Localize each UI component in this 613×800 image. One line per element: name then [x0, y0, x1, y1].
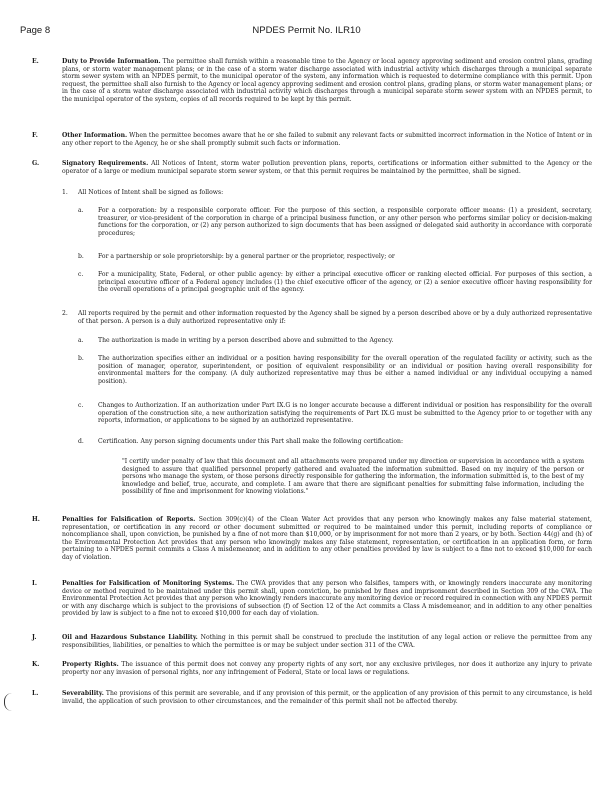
item-text: The authorization specifies either an individual or a position having responsibility for the overall operation of the regulated facility or activity, such as the position of manager, operator, superintendent, or position of equivalent responsibility or an individual or position having overall responsibility for environmental matters for the company. (A duly authorized representative may thus be either a named individual or any individual occupying a named position). — [98, 355, 592, 385]
section-j — [20, 634, 592, 649]
section-title: Penalties for Falsification of Reports. — [62, 516, 196, 523]
section-letter: J. — [32, 634, 37, 641]
section-text: When the permittee becomes aware that he or she failed to submit any relevant facts or submitted incorrect information in the Notice of Intent or in any other report to the Agency, he or she shall promptly submit such facts or information. — [62, 132, 592, 147]
certification-text: "I certify under penalty of law that this document and all attachments were prepared under my direction or supervision in accordance with a system designed to assure that qualified personnel properly gathered and evaluated the information submitted. Based on my inquiry of the person or persons who manage the system, or those persons directly responsible for gathering the information, the information submitted is, to the best of my knowledge and belief, true, accurate, and complete. I am aware that there are significant penalties for submitting false information, including the possibility of fine and imprisonment for knowing violations." — [122, 458, 584, 495]
signatory-1b — [20, 253, 592, 261]
item-letter: a. — [78, 207, 84, 214]
section-title: Penalties for Falsification of Monitoring Systems. — [62, 580, 235, 587]
section-i — [20, 580, 592, 618]
section-letter: L. — [32, 690, 39, 697]
signatory-2a — [20, 337, 592, 345]
item-letter: c. — [78, 271, 84, 278]
item-letter: a. — [78, 337, 84, 344]
section-h — [20, 516, 592, 561]
permit-title: NPDES Permit No. ILR10 — [252, 25, 361, 36]
section-title: Signatory Requirements. — [62, 160, 149, 167]
signatory-1a — [20, 207, 592, 237]
item-text: All reports required by the permit and other information requested by the Agency shall be signed by a person described above or by a duly authorized representative of that person. A person is a duly authorized representative only if: — [78, 310, 592, 325]
signatory-item-1 — [20, 189, 592, 197]
section-text: All Notices of Intent, storm water pollution prevention plans, reports, certifications or information either submitted to the Agency or the operator of a large or medium municipal separate storm sewer system, or that this permit requires be maintained by the permittee, shall be signed. — [62, 160, 593, 175]
section-title: Duty to Provide Information. — [62, 58, 161, 65]
item-text: Certification. Any person signing documents under this Part shall make the following certification: — [98, 438, 404, 445]
section-text: The issuance of this permit does not convey any property rights of any sort, nor any exclusive privileges, nor does it authorize any injury to private property nor any invasion of personal rights, nor any infringement of Federal, State or local laws or regulations. — [62, 661, 593, 676]
section-title: Other Information. — [62, 132, 128, 139]
section-text: Section 309(c)(4) of the Clean Water Act provides that any person who knowingly makes any false material statement, representation, or certification in any record or other document submitted or required to be maintained under this permit, including reports of compliance or noncompliance shall, upon conviction, be punished by a fine of not more than $10,000, or by imprisonment for not more than 2 years, or by both. Section 44(g) and (h) of the Environmental Protection Act provides that any person who knowingly makes any false statement, representation, or certification in an application form, or form pertaining to a NPDES permit commits a Class A misdemeanor, and in addition to any other penalties provided by law is subject to a fine not to exceed $10,000 for each day of violation. — [62, 516, 592, 561]
section-letter: I. — [32, 580, 37, 587]
item-text: Changes to Authorization. If an authorization under Part IX.G is no longer accurate because a different individual or position has responsibility for the overall operation of the construction site, a new authorization satisfying the requirements of Part IX.G must be submitted to the Agency prior to or together with any reports, information, or applications to be signed by an authorized representative. — [98, 402, 592, 424]
item-text: For a corporation: by a responsible corporate officer. For the purpose of this section, a responsible corporate officer means: (1) a president, secretary, treasurer, or vice-president of the corporation in charge of a principal business function, or any other person who performs similar policy or decision-making functions for the corporation, or (2) any person authorized to sign documents that has been assigned or delegated said authority in accordance with corporate procedures; — [98, 207, 592, 237]
section-letter: E. — [32, 58, 39, 65]
item-text: All Notices of Intent shall be signed as follows: — [78, 189, 224, 196]
signatory-2c — [20, 402, 592, 425]
section-letter: F. — [32, 132, 38, 139]
signatory-2d — [20, 438, 592, 446]
item-text: For a partnership or sole proprietorship: by a general partner or the proprietor, respectively; or — [98, 253, 395, 260]
signatory-1c — [20, 271, 592, 294]
item-text: The authorization is made in writing by a person described above and submitted to the Agency. — [98, 337, 394, 344]
item-number: 2. — [62, 310, 68, 317]
section-g — [20, 160, 592, 175]
section-title: Oil and Hazardous Substance Liability. — [62, 634, 198, 641]
section-letter: K. — [32, 661, 40, 668]
item-letter: c. — [78, 402, 84, 409]
section-text: The permittee shall furnish within a reasonable time to the Agency or local agency approving sediment and erosion control plans, grading plans, or storm water management plans; or in the case of a storm water discharge associated with industrial activity which discharges through a municipal separate storm sewer system with an NPDES permit, to the municipal operator of the system, any information which is requested to determine compliance with this permit. Upon request, the permittee shall also furnish to the Agency or local agency approving sediment and erosion control plans, grading plans, or storm water management plans; or in the case of a storm water discharge associated with industrial activity which discharges through a municipal separate storm sewer system with an NPDES permit, to the municipal operator of the system, copies of all records required to be kept by this permit. — [62, 58, 592, 103]
certification-statement — [20, 458, 592, 496]
section-text: Nothing in this permit shall be construed to preclude the institution of any legal action or relieve the permittee from any responsibilities, liabilities, or penalties to which the permittee is or may be subject under section 311 of the CWA. — [62, 634, 593, 649]
section-l — [20, 690, 592, 705]
item-letter: d. — [78, 438, 84, 445]
section-letter: G. — [32, 160, 40, 167]
signatory-item-2 — [20, 310, 592, 325]
item-number: 1. — [62, 189, 68, 196]
item-text: For a municipality, State, Federal, or other public agency: by either a principal executive officer or ranking elected official. For purposes of this section, a principal executive officer of a Federal agency includes (1) the chief executive officer of the agency, or (2) a senior executive officer having responsibility for the overall operations of a principal geographic unit of the agency. — [98, 271, 592, 293]
section-text: The provisions of this permit are severable, and if any provision of this permit, or the application of any provision of this permit to any circumstance, is held invalid, the application of such provision to other circumstances, and the remainder of this permit shall not be affected thereby. — [62, 690, 593, 705]
section-k — [20, 661, 592, 676]
section-text: The CWA provides that any person who falsifies, tampers with, or knowingly renders inaccurate any monitoring device or method required to be maintained under this permit shall, upon conviction, be punished by fines and imprisonment described in Section 309 of the CWA. The Environmental Protection Act provides that any person who knowingly renders inaccurate any monitoring device or record required in connection with any NPDES permit or with any discharge which is subject to the provisions of subsection (f) of Section 12 of the Act commits a Class A misdemeanor, and in addition to any other penalties provided by law is subject to a fine not to exceed $10,000 for each day of violation. — [62, 580, 592, 617]
signatory-2b — [20, 355, 592, 385]
section-letter: H. — [32, 516, 40, 523]
section-f — [20, 132, 592, 147]
section-title: Property Rights. — [62, 661, 119, 668]
page-number: Page 8 — [20, 25, 51, 36]
section-e — [20, 58, 592, 103]
item-letter: b. — [78, 355, 84, 362]
item-letter: b. — [78, 253, 84, 260]
margin-mark — [4, 693, 15, 711]
section-title: Severability. — [62, 690, 104, 697]
